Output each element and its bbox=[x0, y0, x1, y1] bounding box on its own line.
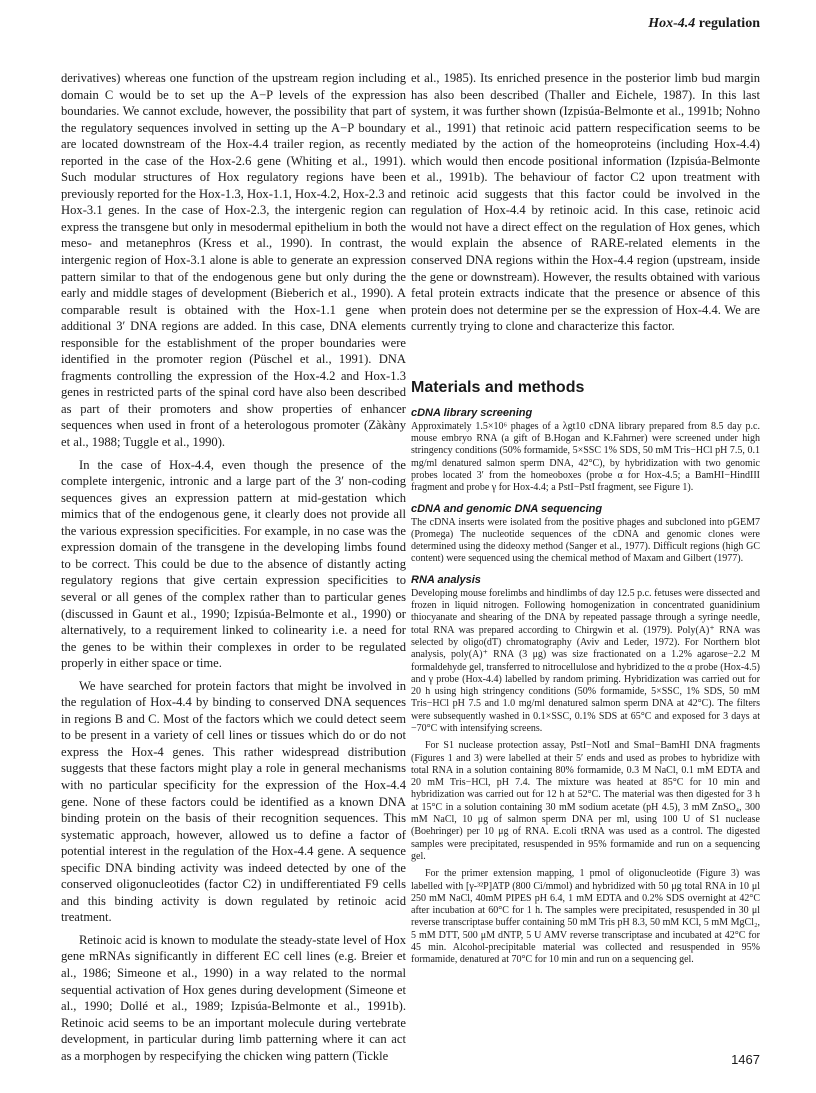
methods-paragraph: The cDNA inserts were isolated from the positive phages and subcloned into pGEM7 (Promega) The nucleotide sequences of the cDNA and genomic clones were determined using the dideoxy method (Sanger et al., 1977). Difficult regions (high GC content) were sequenced using the chemical method of Maxam and Gilbert (1977). bbox=[411, 516, 760, 565]
subsection-heading: RNA analysis bbox=[411, 573, 481, 586]
body-paragraph: In the case of Hox-4.4, even though the presence of the complete intergenic, intronic and a large part of the 3′ non-coding sequences gives an expression pattern at mid-gestation which mimics that of the endogenous gene, it clearly does not provide all the various expression specificities. For example, in no case was the expression domain of the transgene in the developing limbs found to be correct. This could be due to the absence of distantly acting regulatory regions that give certain expression specificities to several or all genes of the complex rather than to particular genes (discussed in Gaunt et al., 1990; Izpisúa-Belmonte et al., 1990) or alternatively, to a requirement linked to colinearity i.e. a need for the genes to be within their complexes in order to be regulated properly in either space or time. bbox=[61, 457, 406, 671]
subsection-heading: cDNA library screening bbox=[411, 406, 533, 419]
left-column bbox=[61, 70, 406, 1064]
running-head-gene: Hox-4.4 bbox=[648, 16, 696, 31]
discussion-continuation: et al., 1985). Its enriched presence in the posterior limb bud margin has also been described (Thaller and Eichele, 1987). In this last system, it was further shown (Izpisúa-Belmonte et al., 1991b; Nohno et al., 1991) that retinoic acid pattern respecification seems to be mediated by the action of the homeoproteins (including Hox-4.4) which would then encode positional information (Izpisúa-Belmonte et al., 1991b). The behaviour of factor C2 upon treatment with retinoic acid suggests that this factor could be involved in the regulation of Hox-4.4 by retinoic acid. In this case, retinoic acid would not have a direct effect on the regulation of Hox genes, which would explain the absence of RARE-related elements in the conserved DNA regions within the Hox-4.4 region (upstream, inside the gene or downstream). However, the results obtained with various fetal protein extracts indicate that the presence or absence of this protein does not determine per se the expression of Hox-4.4. We are currently trying to clone and characterize this factor. bbox=[411, 71, 760, 334]
methods-paragraph: For S1 nuclease protection assay, PstI−NotI and SmaI−BamHI DNA fragments (Figures 1 and 3) were labelled at their 5′ ends and used as probes to hybridize with total RNA in a solution containing 80% formamide, 0.3 M NaCl, 0.1 mM EDTA and 20 mM Tris−HCl, pH 7.4. The mixture was heated at 85°C for 10 min and hybridization was carried out for 12 h at 52°C. The material was then digested for 3 h at 15°C in a solution containing 30 mM sodium acetate (pH 4.5), 3 mM ZnSO₄, 300 mM NaCl, 10 μg of salmon sperm DNA per ml, using 100 U of S1 nuclease (Boehringer) per 10 μg of RNA. E.coli tRNA was used as a control. The digested samples were precipitated, resuspended in 95% formamide and run on a sequencing gel. bbox=[411, 740, 760, 862]
page-number: 1467 bbox=[731, 1052, 760, 1067]
right-column bbox=[411, 70, 760, 967]
methods-paragraph: Approximately 1.5×10⁶ phages of a λgt10 cDNA library prepared from 8.5 day p.c. mouse embryo RNA (a gift of B.Hogan and K.Fahrner) were screened under high stringency conditions (50% formamide, 5×SSC 1% SDS, 50 mM Tris−HCl pH 7.5, 0.1 mg/ml denatured salmon sperm DNA, 42°C), by hybridization with two genomic probes located 3′ from the homeoboxes (probe α for Hox-4.5; a BamHI−HindIII fragment and probe γ for Hox-4.4; a PstI−PstI fragment, see Figure 1). bbox=[411, 420, 760, 494]
section-heading: Materials and methods bbox=[411, 378, 585, 396]
running-head bbox=[648, 16, 760, 32]
body-paragraph: Retinoic acid is known to modulate the steady-state level of Hox gene mRNAs significantly in different EC cell lines (e.g. Breier et al., 1986; Simeone et al., 1990) in a way related to the normal sequential activation of Hox genes during development (Simeone et al., 1990; Dollé et al., 1989; Izpisúa-Belmonte et al., 1991b). Retinoic acid seems to be an important molecule during vertebrate development, in particular during limb patterning where it can act as a morphogen by respecifying the chicken wing pattern (Tickle bbox=[61, 932, 406, 1063]
methods-paragraph: Developing mouse forelimbs and hindlimbs of day 12.5 p.c. fetuses were dissected and frozen in liquid nitrogen. Following homogenization in concentrated guanidinium thiocyanate and shearing of the DNA by repeated passage through a syringe needle, total RNA was prepared according to Chirgwin et al. (1979). Poly(A)⁺ RNA was selected by oligo(dT) chromatography (Aviv and Leder, 1972). For Northern blot analysis, poly(A)⁺ RNA (3 μg) was size fractionated on a 1.2% agarose−2.2 M formaldehyde gel, transferred to nitrocellulose and hybridized to the α probe (Hox-4.5) and γ probe (Hox-4.4) labelled by random priming. Hybridization was carried out for 20 h using high stringency conditions (50% formamide, 5×SSC, 1% SDS, 50 mM Tris−HCl pH 7.5 and 1.0 mg/ml denatured salmon sperm DNA at 42°C). The filters were subsequently washed in 0.1×SSC, 0.1% SDS at 65°C and exposed for 3 days at −70°C with intensifying screens. bbox=[411, 587, 760, 734]
methods-paragraph: For the primer extension mapping, 1 pmol of oligonucleotide (Figure 3) was labelled with [γ-³²P]ATP (800 Ci/mmol) and hybridized with 50 μg total RNA in 10 μl 250 mM NaCl, 40mM PIPES pH 6.4, 1 mM EDTA and 0.2% SDS overnight at 42°C after incubation at 60°C for 1 h. The samples were precipitated, resuspended in 30 μl reverse transcriptase buffer containing 50 mM Tris pH 8.3, 50 mM KCl, 5 mM MgCl₂, 5 mM DTT, 500 μM dNTP, 5 U AMV reverse transcriptase and incubated at 42°C for 45 min. Alcohol-precipitable material was collected and resuspended in 95% formamide, denatured at 70°C for 10 min and run on a sequencing gel. bbox=[411, 868, 760, 966]
running-head-title: regulation bbox=[695, 16, 760, 31]
body-paragraph: We have searched for protein factors that might be involved in the regulation of Hox-4.4 by binding to conserved DNA sequences in regions B and C. Most of the factors which we could detect seem to be present in a variety of cell lines or tissues which do or do not express the Hox-4 genes. This rather widespread distribution suggests that these factors might play a role in general mechanisms with no particular specificity for the expression of the Hox-4.4 gene. None of these factors could be identified as a known DNA binding protein on the basis of their recognition sequences. This systematic approach, however, allowed us to define a factor of potential interest in the regulation of the Hox-4.4 gene. A sequence specific DNA binding activity was indeed detected by one of the conserved oligonucleotides (factor C2) in undifferentiated F9 cells and this binding activity is down regulated by retinoic acid treatment. bbox=[61, 678, 406, 925]
body-paragraph: derivatives) whereas one function of the upstream region including domain C would be to set up the A−P levels of the expression boundaries. We cannot exclude, however, the possibility that part of the regulatory sequences involved in setting up the A−P boundary are located downstream of the Hox-4.4 trailer region, as recently reported in the case of the Hox-2.6 gene (Whiting et al., 1991). Such modular structures of Hox regulatory regions have been previously reported for the Hox-1.3, Hox-1.1, Hox-4.2, Hox-2.3 and Hox-3.1 genes. In the case of Hox-2.3, the intergenic region can express the transgene but only in mesodermal epithelium in both the meso- and metanephros (Kress et al., 1990). In contrast, the intergenic region of Hox-3.1 alone is able to generate an expression pattern similar to that of the endogenous gene but only during the early and middle stages of development (Bieberich et al., 1990). A comparable result is obtained with the Hox-1.1 gene when additional 3′ DNA regions are added. In this case, DNA elements responsible for the establishment of the proper boundaries were identified in the promoter region (Püschel et al., 1991). DNA fragments controlling the expression of the Hox-4.2 and Hox-1.3 genes in restricted parts of the spinal cord have also been described as part of their promoters and show properties of enhancer sequences when used in front of a heterologous promoter (Zàkàny et al., 1988; Tuggle et al., 1990). bbox=[61, 71, 406, 450]
subsection-heading: cDNA and genomic DNA sequencing bbox=[411, 502, 603, 515]
